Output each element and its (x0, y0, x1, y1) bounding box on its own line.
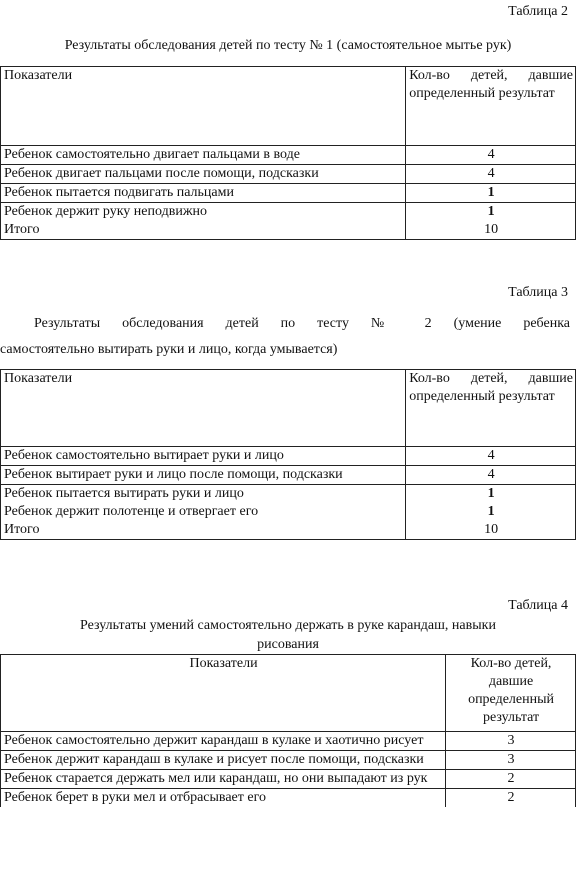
table-header-row (1, 370, 576, 447)
row-label: Ребенок держит карандаш в кулаке и рисует после помощи, подсказки (1, 751, 446, 770)
table4-label: Таблица 4 (508, 598, 568, 613)
table2-label: Таблица 2 (508, 4, 568, 19)
row-label: Ребенок самостоятельно вытирает руки и лицо (1, 447, 406, 466)
table3-caption-line2: самостоятельно вытирать руки и лицо, когда умывается) (0, 342, 338, 357)
table-row-total (1, 521, 576, 540)
row-label: Ребенок берет в руки мел и отбрасывает его (1, 789, 446, 808)
row-label: Итого (1, 521, 406, 540)
row-value: 1 (406, 184, 576, 203)
table-row-total (1, 221, 576, 240)
row-value: 4 (406, 447, 576, 466)
table-row (1, 165, 576, 184)
header-indicators: Показатели (1, 655, 446, 732)
table4 (0, 654, 576, 807)
row-value: 1 (406, 485, 576, 504)
table3-caption-line1: Результаты обследования детей по тесту № 2 (умение ребенка (34, 316, 570, 331)
table3-label: Таблица 3 (508, 285, 568, 300)
table-row (1, 485, 576, 504)
row-label: Ребенок вытирает руки и лицо после помощи, подсказки (1, 466, 406, 485)
table2 (0, 66, 576, 240)
table-row (1, 203, 576, 222)
table-row (1, 447, 576, 466)
row-value: 4 (406, 466, 576, 485)
table-row (1, 770, 576, 789)
table-row (1, 146, 576, 165)
table2-caption: Результаты обследования детей по тесту № 1 (самостоятельное мытье рук) (64, 38, 512, 53)
row-label: Ребенок старается держать мел или карандаш, но они выпадают из рук (1, 770, 446, 789)
header-count: Кол-во детей, давшие определенный результат (446, 655, 576, 732)
table-row (1, 789, 576, 808)
table-header-row (1, 655, 576, 732)
row-label: Ребенок держит полотенце и отвергает его (1, 503, 406, 521)
row-value: 2 (446, 789, 576, 808)
table-row (1, 751, 576, 770)
row-label: Ребенок пытается вытирать руки и лицо (1, 485, 406, 504)
table-row (1, 732, 576, 751)
row-label: Итого (1, 221, 406, 240)
row-value: 3 (446, 751, 576, 770)
row-label: Ребенок держит руку неподвижно (1, 203, 406, 222)
row-value: 10 (406, 521, 576, 540)
row-value: 4 (406, 146, 576, 165)
row-label: Ребенок пытается подвигать пальцами (1, 184, 406, 203)
row-value: 1 (406, 203, 576, 222)
table4-caption-line2: рисования (257, 637, 319, 652)
table4-caption-line1: Результаты умений самостоятельно держать в руке карандаш, навыки (80, 618, 496, 633)
row-value: 1 (406, 503, 576, 521)
header-indicators: Показатели (1, 67, 406, 146)
table-row (1, 503, 576, 521)
row-label: Ребенок самостоятельно держит карандаш в кулаке и хаотично рисует (1, 732, 446, 751)
row-value: 2 (446, 770, 576, 789)
table-header-row (1, 67, 576, 146)
header-indicators: Показатели (1, 370, 406, 447)
row-label: Ребенок двигает пальцами после помощи, подсказки (1, 165, 406, 184)
table-row (1, 466, 576, 485)
row-value: 4 (406, 165, 576, 184)
table3 (0, 369, 576, 540)
row-value: 10 (406, 221, 576, 240)
header-count: Кол-во детей, давшие определенный результат (406, 370, 576, 447)
row-value: 3 (446, 732, 576, 751)
header-count: Кол-во детей, давшие определенный результат (406, 67, 576, 146)
row-label: Ребенок самостоятельно двигает пальцами в воде (1, 146, 406, 165)
table-row (1, 184, 576, 203)
